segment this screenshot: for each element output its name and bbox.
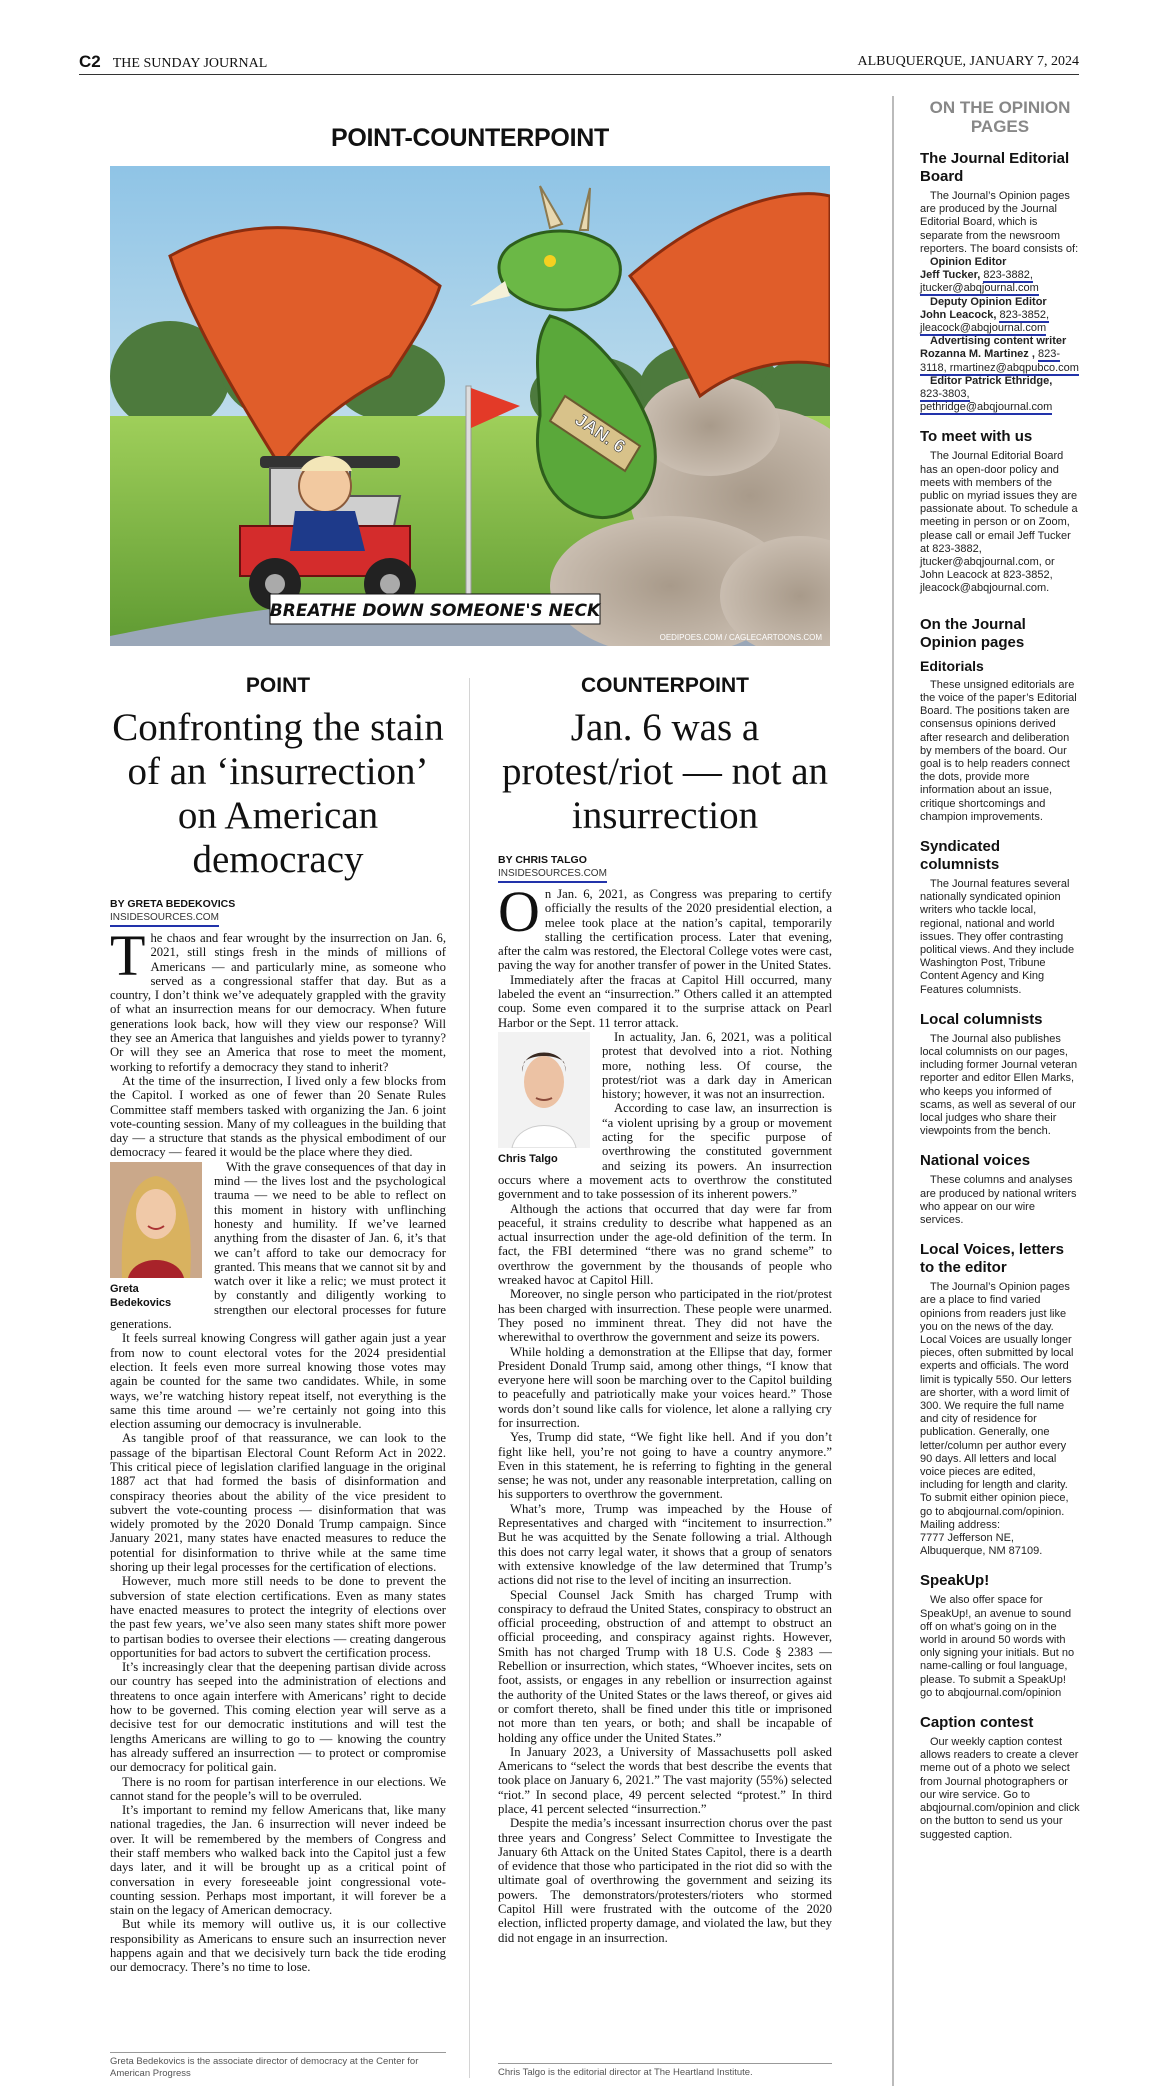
point-paragraph: It’s increasingly clear that the deepening partisan divide across our country has seeped into the administration of elections and threatens to once again interfere with Americans’ right to decide how to be governed. This coming election year will serve as a decisive test for our democratic institutions and will test the lengths Americans are willing to go to — knowing the country has already suffered an insurrection — to protect or compromise our democracy for political gain. bbox=[110, 1660, 446, 1775]
meet-title: To meet with us bbox=[920, 428, 1033, 446]
section-text: These unsigned editorials are the voice of the paper’s Editorial Board. The positions taken are consensus opinions derived after research and deliberation by members of the board. Our goal is to help readers connect the dots, provide more information about an issue, critique shortcomings and champion improvements. bbox=[920, 678, 1077, 823]
point-byline: BY GRETA BEDEKOVICS bbox=[110, 898, 236, 910]
point-paragraph: However, much more still needs to be done to prevent the subversion of state election certifications. Even as many states have enacted measures to protect the integrity of elections over the past few years, we’ve also seen many states shift more power to partisan bodies to oversee their elections — creating dangerous opportunities for bad actors to subvert the certification process. bbox=[110, 1574, 446, 1660]
sidebar-header: ON THE OPINION PAGES bbox=[929, 98, 1071, 136]
page-number: C2 bbox=[79, 52, 101, 71]
point-paragraph: With the grave consequences of that day in mind — the lives lost and the psychological trauma — we need to be able to reflect on this moment in history with unflinching honesty and humility. If we’ve learned anything from the disaster of Jan. 6, it’s that we can’t afford to take our democracy for granted. This means that we cannot sit by and watch over it like a relic; we must protect it by constantly and diligently working to strengthen our electoral processes for future generations. bbox=[110, 1159, 446, 1332]
board-role: Deputy Opinion Editor bbox=[930, 295, 1047, 308]
board-title: The Journal Editorial Board bbox=[920, 150, 1070, 185]
section-title: SpeakUp! bbox=[920, 1572, 990, 1590]
counterpoint-paragraph: While holding a demonstration at the Ellipse that day, former President Donald Trump said, among other things, “I know that everyone here will soon be marching over to the Capitol building to peacefully and patriotically make your voices heard.” Those words don’t sound like calls for violence, let alone a rallying cry for insurrection. bbox=[498, 1344, 832, 1430]
counterpoint-paragraph: In actuality, Jan. 6, 2021, was a political protest that devolved into a riot. Nothing more, nothing less. Of course, the protest/riot was a dark day in American history; however, it was not an insurrection. bbox=[602, 1029, 832, 1102]
opinion-pages-sidebar bbox=[920, 98, 1080, 1842]
board-member bbox=[920, 256, 1080, 296]
counterpoint-body bbox=[498, 879, 832, 1945]
dateline: ALBUQUERQUE, JANUARY 7, 2024 bbox=[857, 54, 1079, 69]
caption-banner bbox=[270, 594, 602, 624]
board-name: Jeff Tucker, bbox=[920, 269, 981, 282]
pages-title: On the Journal Opinion pages bbox=[920, 615, 1026, 651]
section-text: The Journal also publishes local columnists on our pages, including former Journal veteran reporter and editor Ellen Marks, who keeps you informed of scams, as well as several of our local judges who share their viewpoints from the bench. bbox=[920, 1032, 1078, 1138]
publication-name: THE SUNDAY JOURNAL bbox=[112, 56, 268, 71]
cartoon-credit: OEDIPOES.COM / CAGLECARTOONS.COM bbox=[659, 633, 822, 642]
section-text: The Journal’s Opinion pages are a place to find varied opinions from readers just like you on the news of the day. Local Voices are usually longer pieces, often submitted by local experts and officials. The word limit is typically 550. Our letters are shorter, with a word limit of 300. We require the full name and city of residence for publication. Generally, one letter/column per author every 90 days. All letters and local voice pieces are edited, including for length and clarity. To submit either opinion piece, go to abqjournal.com/opinion. bbox=[920, 1281, 1074, 1518]
point-column bbox=[110, 674, 446, 1975]
counterpoint-footnote: Chris Talgo is the editorial director at The Heartland Institute. bbox=[498, 2063, 832, 2079]
point-paragraph: It feels surreal knowing Congress will gather again just a year from now to count electoral votes for the 2024 presidential election. It feels even more surreal knowing those votes may again be counted for the same two candidates. While, in some ways, we’re watching history repeat itself, not everything is the same this time around — we’re certainly not going into this election assuming our democracy is invulnerable. bbox=[110, 1331, 446, 1432]
counterpoint-paragraph: Immediately after the fracas at Capitol Hill occurred, many labeled the event an “insurrection.” Others called it an attempted coup. Some even compared it to the surprise attack on Pearl Harbor or the Sept. 11 terror attack. bbox=[498, 972, 832, 1030]
board-role: Advertising content writer bbox=[930, 335, 1067, 348]
board-contact-link[interactable]: 823-3852, jleacock@abqjournal.com bbox=[920, 308, 1050, 335]
board-name: Rozanna M. Martinez , bbox=[920, 348, 1035, 361]
board-member bbox=[920, 375, 1080, 415]
top-rule bbox=[79, 74, 1079, 75]
counterpoint-paragraph: Although the actions that occurred that day were far from peaceful, it strains credulity to describe what happened as an actual insurrection under the age-old definition of the term. In fact, the FBI determined “there was no grand scheme” to overthrow the government by the thousands of people who wreaked havoc at Capitol Hill. bbox=[498, 1201, 832, 1288]
section-title: Local Voices, letters to the editor bbox=[920, 1241, 1064, 1277]
feature-title: POINT-COUNTERPOINT bbox=[331, 124, 609, 152]
column-divider bbox=[469, 678, 470, 2078]
meet-text: The Journal Editorial Board has an open-door policy and meets with members of the public on myriad issues they are passionate about. To schedule a meeting in person or on Zoom, please call or email Jeff Tucker at 823-3882, jtucker@abqjournal.com, or John Leacock at 823-3852, jleacock@abqjournal.com. bbox=[920, 450, 1078, 595]
point-paragraph: he chaos and fear wrought by the insurrection on Jan. 6, 2021, still stings fresh in the minds of millions of Americans — and particularly mine, as someone who served as a congressional staffer that day. But as a country, I don’t think we’ve adequately grappled with the gravity of what an insurrection means for our democracy. When future generations look back, how will they view our response? Will they see an America that languishes and yields power to tyranny? Or will they see an America that rose to meet the moment, working to refortify a democracy they stand to inherit? bbox=[110, 931, 446, 1074]
point-body bbox=[110, 923, 446, 1975]
point-source: INSIDESOURCES.COM bbox=[110, 912, 219, 927]
point-headline: Confronting the stain of an ‘insurrection’ on American democracy bbox=[112, 706, 444, 881]
section-text: The Journal features several nationally syndicated opinion writers who tackle local, regional, national and world issues. They offer contrasting political views. And they include Washington Post, Tribune Content Agency and King Features columnists. bbox=[920, 877, 1075, 996]
board-contact-link[interactable]: 823-3803, pethridge@abqjournal.com bbox=[920, 388, 1053, 414]
board-name: John Leacock, bbox=[920, 308, 997, 321]
section-title: Caption contest bbox=[920, 1714, 1034, 1732]
point-author-photo bbox=[110, 1162, 202, 1310]
sidebar-divider bbox=[892, 96, 894, 2086]
editorial-cartoon bbox=[110, 166, 830, 646]
counterpoint-source: INSIDESOURCES.COM bbox=[498, 868, 607, 883]
point-paragraph: It’s important to remind my fellow Americans that, like many national tragedies, the Jan. 6 insurrection will never indeed be over. It will be remembered by the members of Congress and their staff members who walked back into the Capitol just a few days later, and it will be brought up as a critical point of conversation in every foreseeable joint congressional vote-counting session. Perhaps most important, it will forever be a stain on the legacy of American democracy. bbox=[110, 1803, 446, 1918]
board-contact-link[interactable]: 823-3118, rmartinez@abqpubco.com bbox=[920, 348, 1079, 374]
section-text: These columns and analyses are produced by national writers who appear on our wire services. bbox=[920, 1174, 1077, 1226]
point-byline-block bbox=[110, 898, 446, 927]
mailing-address: 7777 Jefferson NE, Albuquerque, NM 87109. bbox=[920, 1532, 1043, 1558]
board-section bbox=[920, 190, 1080, 414]
dragon-label: JAN. 6 bbox=[571, 409, 630, 457]
board-contact-link[interactable]: 823-3882, jtucker@abqjournal.com bbox=[920, 269, 1039, 295]
counterpoint-byline-block bbox=[498, 854, 832, 883]
board-role: Editor Patrick Ethridge, bbox=[930, 374, 1053, 387]
counterpoint-author-photo bbox=[498, 1032, 590, 1166]
counterpoint-headline: Jan. 6 was a protest/riot — not an insurrection bbox=[501, 706, 829, 837]
point-paragraph: But while its memory will outlive us, it is our collective responsibility as Americans to ensure such an insurrection never happens again and that we decisively turn back the tide eroding our democracy. There’s no time to lose. bbox=[110, 1917, 446, 1975]
point-paragraph: There is no room for partisan interference in our elections. We cannot stand for the people’s will to be overruled. bbox=[110, 1774, 446, 1803]
counterpoint-paragraph: Moreover, no single person who participated in the riot/protest has been charged with insurrection. These people were unarmed. They posed no imminent threat. They did not have the wherewithal to overthrow the government and seize its powers. bbox=[498, 1287, 832, 1345]
section-title: Local columnists bbox=[920, 1010, 1043, 1028]
point-paragraph: As tangible proof of that reassurance, we can look to the passage of the bipartisan Electoral Count Reform Act in 2022. This critical piece of legislation clarified language in the original 1887 act that had formed the basis of disinformation and conspiracy theories about the ability of the vice president to subvert the vote-counting process — disinformation that was widely promoted by the 2020 Donald Trump campaign. Since January 2021, many states have enacted measures to reduce the potential for disinformation to thrive while at the same time shoring up their legal processes for the certification of elections. bbox=[110, 1431, 446, 1575]
point-paragraph: At the time of the insurrection, I lived only a few blocks from the Capitol. I worked as one of fewer than 20 Senate Rules Committee staff members tasked with organizing the Jan. 6 joint vote-counting session. Many of my colleagues in the building that day — a structure that stands as the physical embodiment of our democracy — feared it would be the place where they died. bbox=[110, 1073, 446, 1160]
point-footnote: Greta Bedekovics is the associate director of democracy at the Center for American Progress bbox=[110, 2052, 446, 2080]
page-folio bbox=[79, 52, 1079, 74]
point-photo-caption: Greta Bedekovics bbox=[110, 1282, 172, 1309]
section-text: Our weekly caption contest allows readers to create a clever meme out of a photo we select from Journal photographers or our wire service. Go to abqjournal.com/opinion and click on the button to send us your suggested caption. bbox=[920, 1736, 1080, 1841]
mailing-label: Mailing address: bbox=[920, 1518, 1001, 1531]
counterpoint-paragraph: According to case law, an insurrection is “a violent uprising by a group or movement acting for the specific purpose of overthrowing the constituted government and seizing its powers. An insurrection occurs where a movement acts to overthrow the constituted government and to take possession of its inherent powers.” bbox=[498, 1101, 832, 1202]
cartoon-caption: BREATHE DOWN SOMEONE'S NECK bbox=[269, 601, 601, 621]
counterpoint-column bbox=[498, 674, 832, 1945]
counterpoint-paragraph: What’s more, Trump was impeached by the House of Representatives and charged with “incitement to insurrection.” But he was acquitted by the Senate following a trial. Although this does not carry legal water, it shows that a group of senators with extensive knowledge of the law determined that Trump’s actions did not rise to the level of inciting an insurrection. bbox=[498, 1501, 832, 1588]
counterpoint-paragraph: In January 2023, a University of Massachusetts poll asked Americans to “select the words that best describe the events that took place on January 6, 2021.” The vast majority (55%) selected “riot.” In second place, 49 percent selected “protest.” In third place, 41 percent selected “insurrection.” bbox=[498, 1744, 832, 1816]
counterpoint-byline: BY CHRIS TALGO bbox=[498, 854, 587, 866]
board-intro: The Journal’s Opinion pages are produced by the Journal Editorial Board, which is separate from the newsroom reporters. The board consists of: bbox=[920, 190, 1079, 255]
point-label: POINT bbox=[245, 674, 311, 697]
counterpoint-paragraph: Yes, Trump did state, “We fight like hell. And if you don’t fight like hell, you’re not going to have a country anymore.” Even in this statement, he is referring to fighting in the general sense; he was not, under any reasonable interpretation, calling on his supporters to overthrow the government. bbox=[498, 1430, 832, 1502]
counterpoint-photo-caption: Chris Talgo bbox=[498, 1152, 558, 1165]
section-title: National voices bbox=[920, 1152, 1031, 1170]
section-title: Syndicated columnists bbox=[920, 837, 1001, 873]
section-text: We also offer space for SpeakUp!, an avenue to sound off on what’s going on in the world in around 50 words with only signing your initials. But no name-calling or foul language, please. To submit a SpeakUp! go to abqjournal.com/opinion bbox=[920, 1594, 1075, 1699]
counterpoint-paragraph: n Jan. 6, 2021, as Congress was preparing to certify officially the results of the 2020 presidential election, a melee took place at the nation’s capital, temporarily stalling the certification process. Later that evening, after the calm was restored, the Electoral College votes were cast, paving the way for another transfer of power in the United States. bbox=[498, 887, 832, 973]
point-dropcap: T bbox=[110, 923, 146, 988]
counterpoint-label: COUNTERPOINT bbox=[581, 674, 749, 697]
counterpoint-paragraph: Special Counsel Jack Smith has charged Trump with conspiracy to defraud the United States, conspiracy to obstruct an official proceeding, obstruction of and attempt to obstruct an official proceeding, and conspiracy against rights. However, Smith has not charged Trump with 18 U.S. Code § 2383 — Rebellion or insurrection, which states, “Whoever incites, sets on foot, assists, or engages in any rebellion or insurrection against the authority of the United States or the laws thereof, or gives aid or comfort thereto, shall be fined under this title or imprisoned not more than ten years, or both; and shall be incapable of holding any office under the United States.” bbox=[498, 1587, 832, 1745]
section-title: Editorials bbox=[920, 657, 984, 674]
counterpoint-dropcap: O bbox=[498, 879, 540, 944]
board-member bbox=[920, 335, 1080, 375]
counterpoint-paragraph: Despite the media’s incessant insurrection chorus over the past three years and Congress’ Select Committee to Investigate the January 6th Attack on the United States Capitol, there is a dearth of evidence that those who participated in the riot did so with the ultimate goal of overthrowing the government and seizing its powers. The demonstrators/protesters/rioters who stormed Capitol Hill were frustrated with the outcome of the 2020 election, inflicted property damage, and violated the law, but they did not engage in an insurrection. bbox=[498, 1816, 832, 1945]
board-member bbox=[920, 296, 1080, 336]
board-role: Opinion Editor bbox=[930, 256, 1007, 269]
